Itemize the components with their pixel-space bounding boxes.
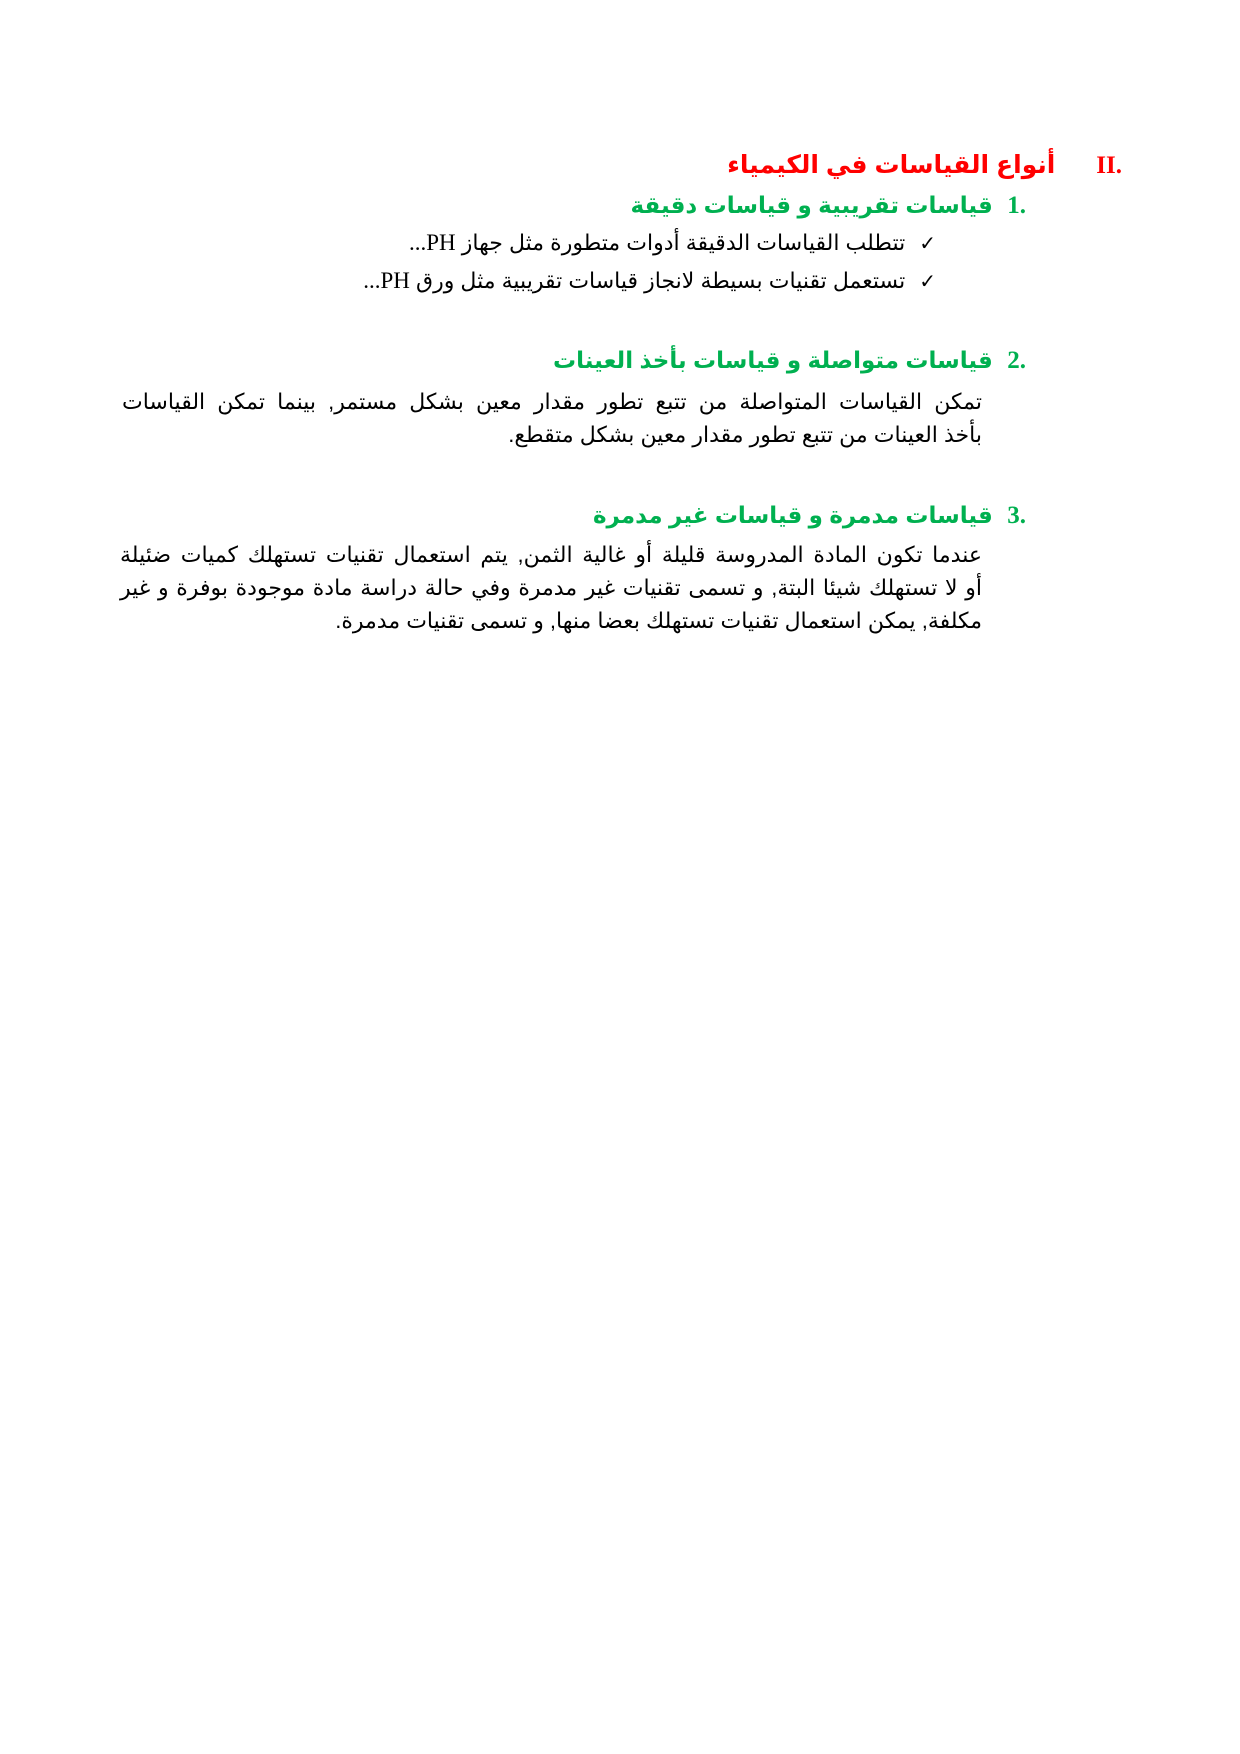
subsection-title-3: قياسات مدمرة و قياسات غير مدمرة [592,502,993,528]
paragraph-line: تمكن القياسات المتواصلة من تتبع تطور مقدار معين بشكل مستمر, بينما تمكن القياسات [122,389,982,414]
subsection-number-2: 2. [1007,347,1026,374]
section-title: أنواع القياسات في الكيمياء [727,151,1056,179]
paragraph-destructive-measurements [120,538,982,637]
paragraph-line: أو لا تستهلك شيئا البتة, و تسمى تقنيات غير مدمرة وفي حالة دراسة مادة موجودة بوفرة و غير [120,575,982,600]
subsection-title-2: قياسات متواصلة و قياسات بأخذ العينات [553,347,993,373]
checkmark-icon: ✓ [919,269,936,293]
bullet-latin-1: ...PH [409,230,456,255]
subsection-title-1: قياسات تقريبية و قياسات دقيقة [630,192,993,218]
checkmark-icon: ✓ [919,231,936,255]
subsection-heading-2 [326,347,1026,375]
subsection-heading-1 [326,192,1026,220]
subsection-number-3: 3. [1007,502,1026,529]
bullet-text-1: تتطلب القياسات الدقيقة أدوات متطورة مثل جهاز [461,230,906,255]
paragraph-line: عندما تكون المادة المدروسة قليلة أو غالية الثمن, يتم استعمال تقنيات تستهلك كميات ضئيلة [120,542,982,567]
subsection-number-1: 1. [1007,192,1026,219]
subsection-heading-3 [326,502,1026,530]
section-number: .II [1096,152,1122,179]
paragraph-line: بأخذ العينات من تتبع تطور مقدار معين بشكل متقطع. [508,422,982,447]
section-heading [422,150,1122,180]
bullet-item-1 [136,230,936,256]
bullet-item-2 [136,268,936,294]
paragraph-continuous-measurements [122,385,982,451]
bullet-text-2: تستعمل تقنيات بسيطة لانجاز قياسات تقريبية مثل ورق [416,268,906,293]
bullet-latin-2: ...PH [363,268,410,293]
paragraph-line: مكلفة, يمكن استعمال تقنيات تستهلك بعضا منها, و تسمى تقنيات مدمرة. [335,608,982,633]
